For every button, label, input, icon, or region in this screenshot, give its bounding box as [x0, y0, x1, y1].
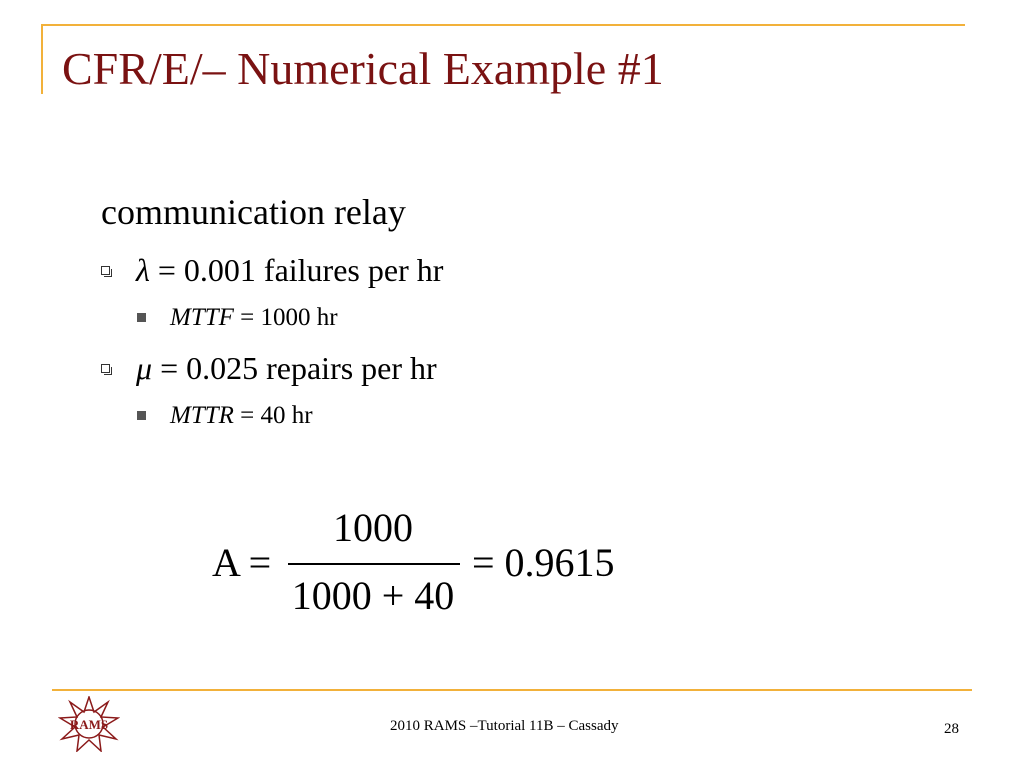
hollow-square-bullet-icon — [101, 364, 110, 373]
page-number: 28 — [944, 721, 959, 737]
rams-logo-icon — [58, 696, 120, 752]
logo-text: RAMS — [69, 717, 109, 732]
formula-denominator: 1000 + 40 — [291, 573, 455, 618]
filled-square-bullet-icon — [137, 313, 146, 322]
hollow-square-bullet-icon — [101, 266, 110, 275]
fraction-bar — [288, 563, 460, 565]
slide-subtitle: communication relay — [101, 192, 406, 232]
sub-bullet-mttf — [137, 302, 338, 334]
sub-bullet-mttr — [137, 400, 313, 432]
filled-square-bullet-icon — [137, 411, 146, 420]
availability-formula — [212, 500, 632, 630]
mttf-text: = 1000 hr — [233, 304, 338, 331]
mttf-symbol: MTTF — [170, 304, 234, 331]
mu-symbol: μ — [136, 350, 153, 386]
mttr-text: = 40 hr — [233, 402, 313, 429]
footer-divider — [52, 689, 972, 691]
title-top-divider — [41, 24, 965, 26]
repair-rate-text: = 0.025 repairs per hr — [152, 350, 437, 386]
formula-result: = 0.9615 — [472, 540, 615, 585]
bullet-failure-rate — [101, 250, 443, 290]
formula-numerator: 1000 — [333, 505, 413, 550]
footer-caption: 2010 RAMS –Tutorial 11B – Cassady — [390, 718, 619, 734]
slide-title: CFR/E/– Numerical Example #1 — [62, 43, 664, 94]
title-left-divider — [41, 24, 43, 94]
formula-lhs: A = — [212, 540, 272, 585]
failure-rate-text: = 0.001 failures per hr — [149, 252, 444, 288]
lambda-symbol: λ — [136, 252, 150, 288]
bullet-repair-rate — [101, 348, 437, 388]
mttr-symbol: MTTR — [170, 402, 234, 429]
